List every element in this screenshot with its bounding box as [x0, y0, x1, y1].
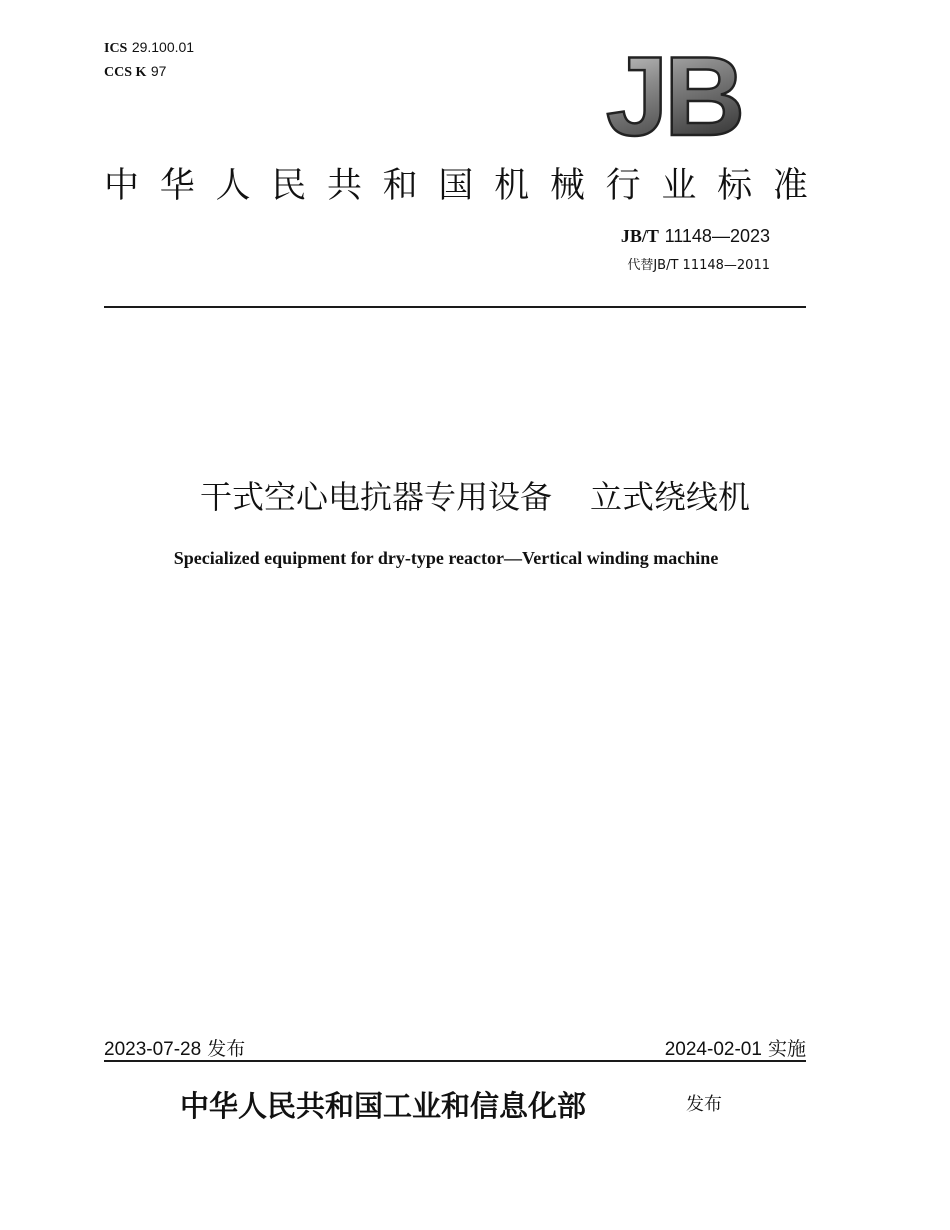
org-title [104, 160, 808, 206]
org-title-char: 标 [717, 166, 753, 206]
org-title-char: 和 [382, 166, 418, 206]
replaces-standard: 代替JB/T 11148—2011 [627, 258, 770, 273]
org-title-char: 民 [271, 166, 307, 206]
standard-code: 11148—2023 [664, 226, 770, 246]
ics-label: ICS [104, 41, 128, 56]
standard-prefix: JB/T [620, 226, 659, 246]
chinese-title [0, 472, 950, 518]
org-title-char: 国 [438, 166, 474, 206]
ccs-line [104, 60, 194, 84]
org-title-char: 人 [215, 166, 251, 206]
implement-date [665, 1034, 806, 1061]
org-title-char: 械 [549, 166, 585, 206]
english-title: Specialized equipment for dry-type reactor—Vertical winding machine [173, 548, 719, 568]
publish-date-value: 2023-07-28 [104, 1039, 202, 1060]
chinese-title-main: 干式空心电抗器专用设备 [199, 478, 552, 516]
jb-logo-text: JB [606, 38, 742, 148]
issuer-name: 中华人民共和国工业和信息化部 [180, 1089, 587, 1123]
org-title-char: 共 [326, 166, 362, 206]
issuer-suffix: 发布 [686, 1094, 722, 1115]
org-title-char: 业 [661, 166, 697, 206]
org-title-char: 华 [159, 166, 195, 206]
standard-number [621, 226, 770, 247]
classification-codes [104, 36, 194, 84]
ics-line [104, 36, 194, 60]
top-divider [104, 306, 806, 308]
implement-date-value: 2024-02-01 [664, 1039, 762, 1060]
ccs-label: CCS K [104, 65, 147, 80]
publish-date [104, 1034, 245, 1061]
chinese-title-sub: 立式绕线机 [590, 478, 751, 516]
implement-date-label: 实施 [767, 1038, 806, 1060]
org-title-char: 机 [494, 166, 530, 206]
org-title-char: 准 [772, 166, 808, 206]
ccs-code: 97 [150, 63, 167, 79]
jb-logo [604, 38, 774, 148]
ics-code: 29.100.01 [131, 39, 195, 55]
org-title-char: 行 [605, 166, 641, 206]
org-title-char: 中 [104, 166, 140, 206]
bottom-divider [104, 1060, 806, 1062]
publish-date-label: 发布 [207, 1038, 246, 1060]
